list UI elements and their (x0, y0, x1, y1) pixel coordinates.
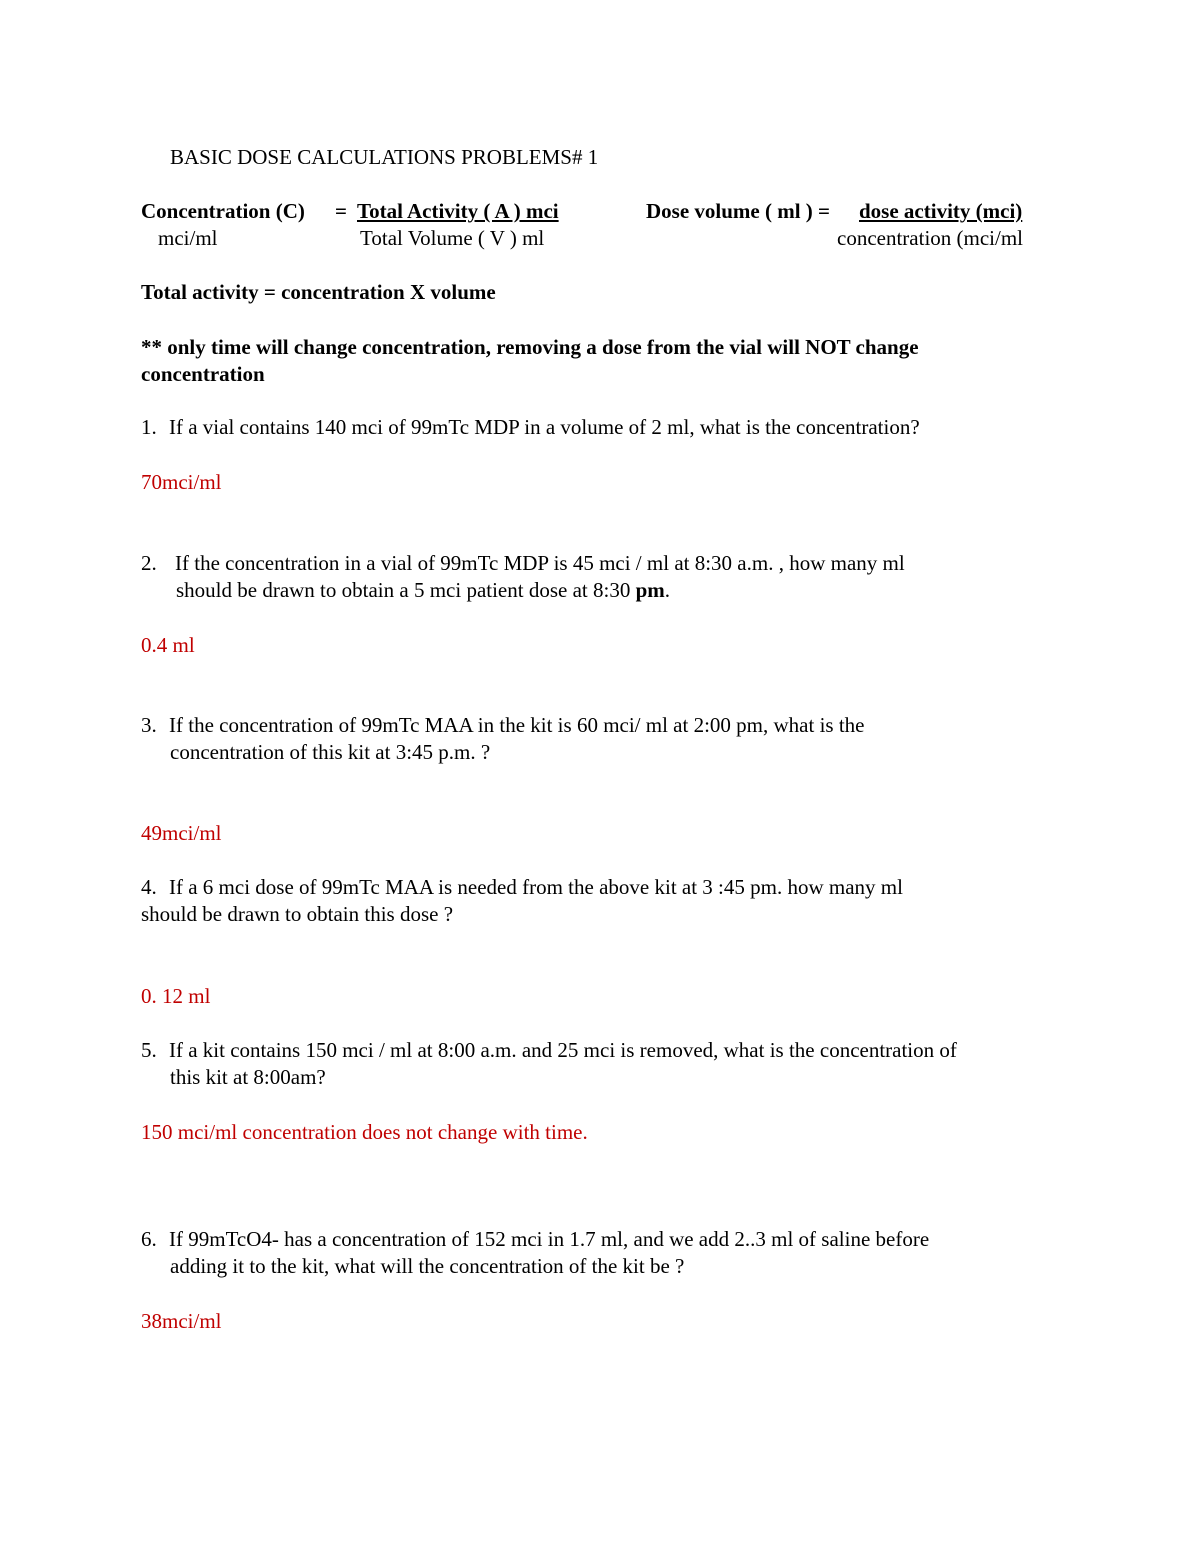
problem-text: If the concentration in a vial of 99mTc MDP is 45 mci / ml at 8:30 a.m. , how many ml (175, 551, 905, 575)
problem-text: If a 6 mci dose of 99mTc MAA is needed from the above kit at 3 :45 pm. how many ml (169, 875, 903, 899)
problem-text: . (664, 578, 671, 602)
problem-text: If a vial contains 140 mci of 99mTc MDP in a volume of 2 ml, what is the concentration? (169, 415, 920, 439)
note-line-1: ** only time will change concentration, removing a dose from the vial will NOT change (141, 335, 919, 359)
answer-6: 38mci/ml (141, 1309, 222, 1333)
note-line-2: concentration (141, 362, 265, 386)
problem-text: should be drawn to obtain a 5 mci patient dose at 8:30 (176, 578, 636, 602)
answer-4: 0. 12 ml (141, 984, 211, 1008)
concentration-denominator: Total Volume ( V ) ml (360, 226, 545, 250)
answer-3: 49mci/ml (141, 821, 222, 845)
concentration-numerator: Total Activity ( A ) mci (357, 199, 559, 223)
problem-number: 4. (141, 875, 157, 899)
problem-2-line-2 (176, 577, 670, 604)
concentration-equals: = (335, 199, 347, 223)
problem-1 (141, 414, 920, 441)
problem-number: 6. (141, 1227, 157, 1251)
problem-3-line-2: concentration of this kit at 3:45 p.m. ? (170, 740, 491, 764)
problem-text: If 99mTcO4- has a concentration of 152 mci in 1.7 ml, and we add 2..3 ml of saline before (169, 1227, 930, 1251)
problem-number: 3. (141, 713, 157, 737)
dose-volume-label: Dose volume ( ml ) = (646, 199, 831, 223)
concentration-label: Concentration (C) (141, 199, 305, 223)
problem-5 (141, 1037, 957, 1064)
problem-number: 5. (141, 1038, 157, 1062)
problem-number: 1. (141, 415, 157, 439)
problem-2 (141, 550, 905, 577)
problem-4 (141, 874, 903, 901)
dose-volume-denominator: concentration (mci/ml (837, 226, 1024, 250)
problem-5-line-2: this kit at 8:00am? (170, 1065, 326, 1089)
problem-number: 2. (141, 551, 157, 575)
problem-6-line-2: adding it to the kit, what will the concentration of the kit be ? (170, 1254, 685, 1278)
problem-text-bold: pm (635, 578, 665, 602)
concentration-unit: mci/ml (158, 226, 218, 250)
problem-text: If the concentration of 99mTc MAA in the kit is 60 mci/ ml at 2:00 pm, what is the (169, 713, 865, 737)
problem-3 (141, 712, 865, 739)
problem-4-line-2: should be drawn to obtain this dose ? (141, 902, 454, 926)
answer-5: 150 mci/ml concentration does not change with time. (141, 1120, 588, 1144)
dose-volume-numerator: dose activity (mci) (859, 199, 1023, 223)
problem-6 (141, 1226, 929, 1253)
total-activity-formula: Total activity = concentration X volume (141, 280, 496, 304)
answer-2: 0.4 ml (141, 633, 195, 657)
problem-text: If a kit contains 150 mci / ml at 8:00 a.m. and 25 mci is removed, what is the concentration of (169, 1038, 957, 1062)
page-title: BASIC DOSE CALCULATIONS PROBLEMS# 1 (170, 145, 599, 169)
answer-1: 70mci/ml (141, 470, 222, 494)
